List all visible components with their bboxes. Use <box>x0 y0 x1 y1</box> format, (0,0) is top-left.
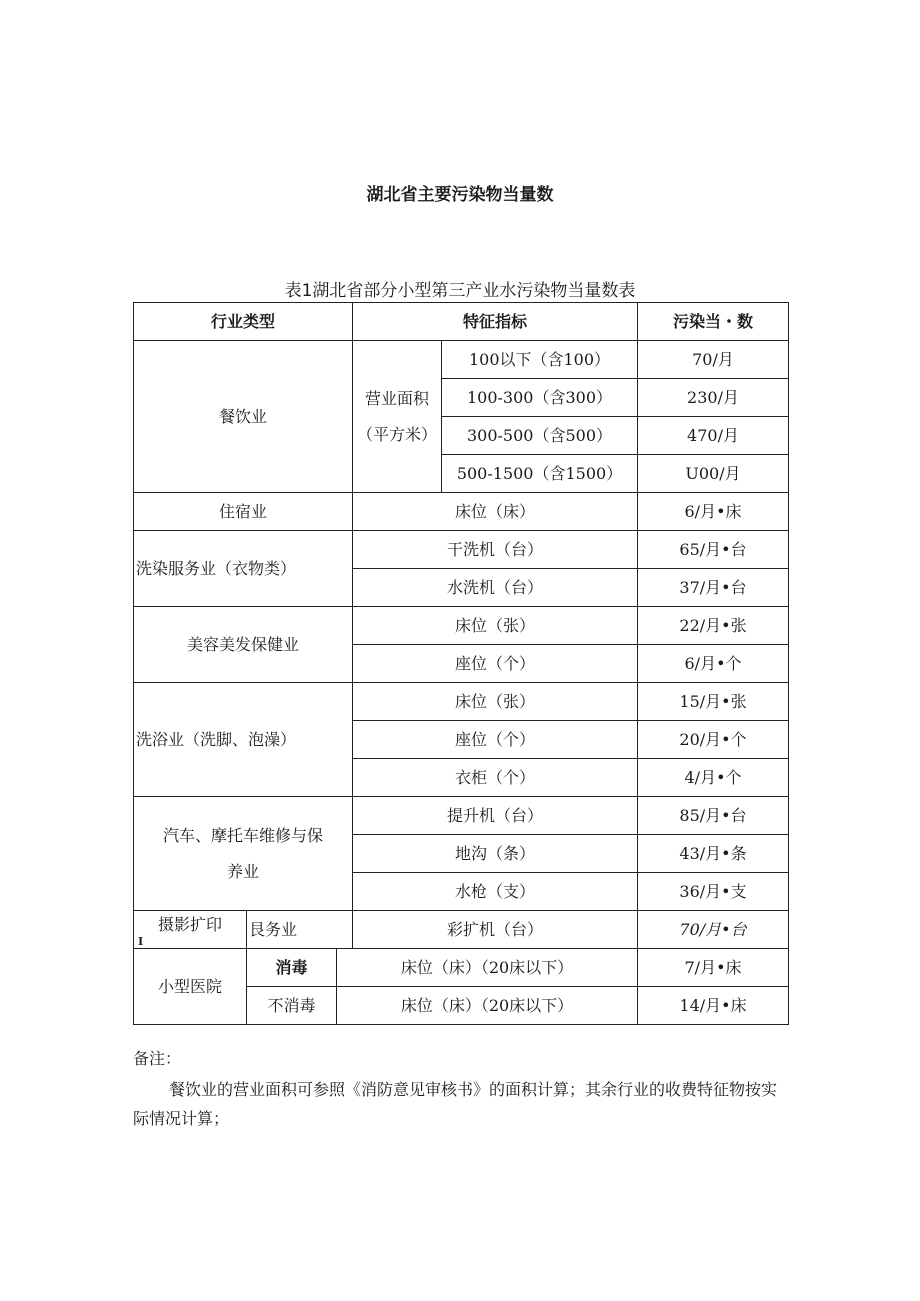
header-equivalent: 污染当・数 <box>638 303 789 341</box>
beauty-value: 6/月•个 <box>638 645 789 683</box>
hospital-indicator: 床位（床）（20床以下） <box>337 987 638 1025</box>
photo-industry-mark: I <box>138 935 144 948</box>
beauty-industry: 美容美发保健业 <box>134 607 353 683</box>
auto-value: 43/月•条 <box>638 835 789 873</box>
hospital-indicator: 床位（床）（20床以下） <box>337 949 638 987</box>
catering-indicator <box>353 341 442 493</box>
lodging-indicator: 床位（床） <box>353 493 638 531</box>
catering-value: 230/月 <box>638 379 789 417</box>
table-row <box>134 683 789 721</box>
bathing-indicator: 衣柜（个） <box>353 759 638 797</box>
header-indicator: 特征指标 <box>353 303 638 341</box>
laundry-indicator: 水洗机（台） <box>353 569 638 607</box>
auto-indicator: 地沟（条） <box>353 835 638 873</box>
auto-value: 36/月•支 <box>638 873 789 911</box>
bathing-indicator: 床位（张） <box>353 683 638 721</box>
catering-range: 300-500（含500） <box>442 417 638 455</box>
table-row <box>134 493 789 531</box>
catering-indicator-line1: 营业面积 <box>364 388 429 408</box>
table-row <box>134 911 789 949</box>
auto-value: 85/月•台 <box>638 797 789 835</box>
lodging-value: 6/月•床 <box>638 493 789 531</box>
auto-industry <box>134 797 353 911</box>
hospital-value: 14/月•床 <box>638 987 789 1025</box>
bathing-indicator: 座位（个） <box>353 721 638 759</box>
laundry-value: 65/月•台 <box>638 531 789 569</box>
pollutant-equivalent-table <box>133 302 789 1025</box>
laundry-industry: 洗染服务业（衣物类） <box>134 531 353 607</box>
bathing-value: 15/月•张 <box>638 683 789 721</box>
photo-indicator: 彩扩机（台） <box>353 911 638 949</box>
catering-industry: 餐饮业 <box>134 341 353 493</box>
auto-industry-line2: 养业 <box>226 861 259 881</box>
auto-indicator: 提升机（台） <box>353 797 638 835</box>
hospital-sub: 不消毒 <box>247 987 337 1025</box>
table-row <box>134 949 789 987</box>
hospital-industry: 小型医院 <box>134 949 247 1025</box>
photo-industry-b: 艮务业 <box>247 911 353 949</box>
catering-value: 70/月 <box>638 341 789 379</box>
catering-range: 500-1500（含1500） <box>442 455 638 493</box>
note-text: 餐饮业的营业面积可参照《消防意见审核书》的面积计算；其余行业的收费特征物按实际情况计算； <box>133 1080 778 1128</box>
table-row <box>134 341 789 379</box>
beauty-indicator: 座位（个） <box>353 645 638 683</box>
catering-range: 100-300（含300） <box>442 379 638 417</box>
hospital-sub: 消毒 <box>247 949 337 987</box>
photo-industry-a-text: 摄影扩印 <box>157 914 222 934</box>
table-row <box>134 607 789 645</box>
header-row <box>134 303 789 341</box>
table-caption: 表1湖北省部分小型第三产业水污染物当量数表 <box>284 281 636 301</box>
auto-industry-line1: 汽车、摩托车维修与保 <box>162 825 323 845</box>
table-row <box>134 797 789 835</box>
photo-industry-a <box>134 911 247 949</box>
catering-value: 470/月 <box>638 417 789 455</box>
auto-indicator: 水枪（支） <box>353 873 638 911</box>
hospital-value: 7/月•床 <box>638 949 789 987</box>
page-title: 湖北省主要污染物当量数 <box>366 185 554 205</box>
header-industry: 行业类型 <box>134 303 353 341</box>
table-row <box>134 531 789 569</box>
beauty-value: 22/月•张 <box>638 607 789 645</box>
bathing-industry: 洗浴业（洗脚、泡澡） <box>134 683 353 797</box>
catering-value: U00/月 <box>638 455 789 493</box>
catering-range: 100以下（含100） <box>442 341 638 379</box>
photo-value: 70/月•台 <box>638 911 789 949</box>
lodging-industry: 住宿业 <box>134 493 353 531</box>
bathing-value: 20/月•个 <box>638 721 789 759</box>
laundry-indicator: 干洗机（台） <box>353 531 638 569</box>
laundry-value: 37/月•台 <box>638 569 789 607</box>
note-label: 备注： <box>133 1049 182 1068</box>
bathing-value: 4/月•个 <box>638 759 789 797</box>
beauty-indicator: 床位（张） <box>353 607 638 645</box>
catering-indicator-line2: （平方米） <box>356 424 437 444</box>
